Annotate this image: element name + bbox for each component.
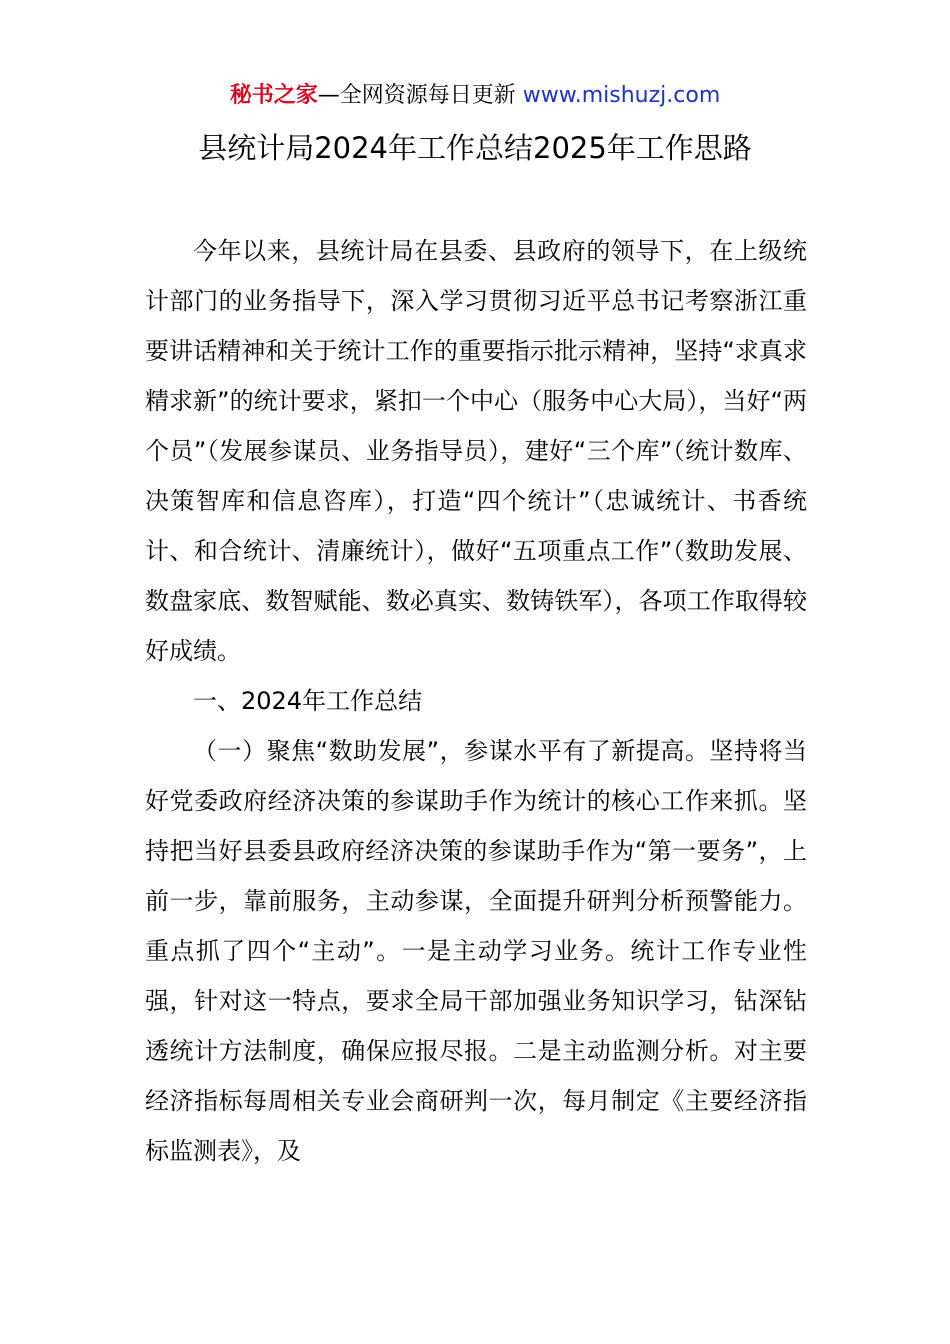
body-paragraph: （一）聚焦“数助发展”，参谋水平有了新提高。坚持将当好党委政府经济决策的参谋助手作为统计的核心工作来抓。坚持把当好县委县政府经济决策的参谋助手作为“第一要务”，上前一步，靠前服务，主动参谋，全面提升研判分析预警能力。重点抓了四个“主动”。一是主动学习业务。统计工作专业性强，针对这一特点，要求全局干部加强业务知识学习，钻深钻透统计方法制度，确保应报尽报。二是主动监测分析。对主要经济指标每周相关专业会商研判一次，每月制定《主要经济指标监测表》，及 <box>145 737 807 1165</box>
document-body <box>145 226 807 1176</box>
intro-paragraph: 今年以来，县统计局在县委、县政府的领导下，在上级统计部门的业务指导下，深入学习贯彻习近平总书记考察浙江重要讲话精神和关于统计工作的重要指示批示精神，坚持“求真求精求新”的统计要求，紧扣一个中心（服务中心大局），当好“两个员”（发展参谋员、业务指导员），建好“三个库”（统计数库、决策智库和信息咨库），打造“四个统计”（忠诚统计、书香统计、和合统计、清廉统计），做好“五项重点工作”（数助发展、数盘家底、数智赋能、数必真实、数铸铁军），各项工作取得较好成绩。 <box>145 237 807 665</box>
watermark-brand: 秘书之家 <box>229 83 318 108</box>
document-title: 县统计局2024年工作总结2025年工作思路 <box>198 131 752 165</box>
watermark-header <box>0 80 950 112</box>
section-heading: 一、2024年工作总结 <box>193 687 423 715</box>
watermark-tagline: —全网资源每日更新 <box>317 83 516 108</box>
watermark-url: www.mishuzj.com <box>522 83 721 108</box>
